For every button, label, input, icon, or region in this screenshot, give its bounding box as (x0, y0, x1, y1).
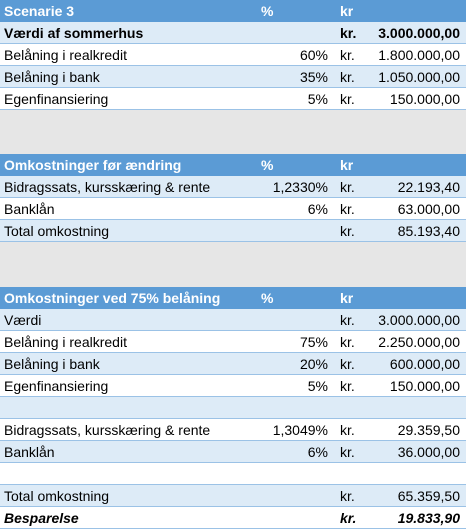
header-label: Scenarie 3 (4, 3, 75, 19)
row-label: Belåning i bank (4, 356, 100, 372)
row-kr: kr. (340, 47, 355, 63)
row-label: Total omkostning (4, 488, 110, 504)
row-kr: kr. (340, 378, 355, 394)
row-pct: 75% (299, 334, 328, 350)
table-header (0, 0, 466, 22)
row-kr: kr. (340, 312, 355, 328)
table-row (0, 44, 466, 66)
row-label: Total omkostning (4, 223, 110, 239)
row-pct: 35% (299, 69, 328, 85)
header-label: Omkostninger før ændring (4, 157, 182, 173)
row-amount: 150.000,00 (389, 378, 460, 394)
row-amount: 3.000.000,00 (378, 312, 460, 328)
row-label: Værdi af sommerhus (4, 25, 144, 41)
row-amount: 63.000,00 (397, 201, 460, 217)
row-amount: 2.250.000,00 (378, 334, 460, 350)
row-kr: kr. (340, 179, 355, 195)
table-row (0, 485, 466, 507)
row-amount: 22.193,40 (397, 179, 460, 195)
row-label: Værdi (4, 312, 42, 328)
table-row (0, 441, 466, 463)
row-pct: 6% (307, 444, 328, 460)
table-row (0, 353, 466, 375)
table-row (0, 198, 466, 220)
row-kr: kr. (340, 488, 355, 504)
header-label: Omkostninger ved 75% belåning (4, 290, 221, 306)
row-label: Banklån (4, 444, 55, 460)
row-kr: kr. (340, 334, 355, 350)
row-pct: 5% (307, 378, 328, 394)
table-row (0, 220, 466, 242)
row-kr: kr. (340, 444, 355, 460)
row-kr: kr. (340, 223, 355, 239)
row-pct: 60% (299, 47, 328, 63)
table-omkostninger-75 (0, 287, 466, 529)
total-savings-row (0, 507, 466, 529)
row-label: Belåning i realkredit (4, 47, 127, 63)
row-kr: kr. (340, 356, 355, 372)
row-label: Bidragssats, kursskæring & rente (4, 422, 211, 438)
row-label: Egenfinansiering (4, 378, 109, 394)
row-amount: 3.000.000,00 (378, 25, 460, 41)
row-amount: 1.050.000,00 (378, 69, 460, 85)
row-kr: kr. (340, 25, 357, 41)
row-pct: 5% (307, 91, 328, 107)
empty-row (0, 463, 466, 485)
row-label: Egenfinansiering (4, 91, 109, 107)
row-label: Belåning i realkredit (4, 334, 127, 350)
table-row (0, 176, 466, 198)
table-header (0, 154, 466, 176)
header-pct: % (261, 290, 274, 306)
row-kr: kr. (340, 201, 355, 217)
row-pct: 1,3049% (272, 422, 328, 438)
row-label: Bidragssats, kursskæring & rente (4, 179, 211, 195)
table-omkostninger-foer (0, 154, 466, 242)
table-row (0, 419, 466, 441)
row-pct: 1,2330% (272, 179, 328, 195)
header-kr: kr (340, 157, 354, 173)
row-label: Banklån (4, 201, 55, 217)
row-pct: 20% (299, 356, 328, 372)
table-row (0, 22, 466, 44)
table-header (0, 287, 466, 309)
row-kr: kr. (340, 91, 355, 107)
row-kr: kr. (340, 510, 357, 526)
table-row (0, 88, 466, 110)
table-row (0, 331, 466, 353)
row-amount: 36.000,00 (397, 444, 460, 460)
row-kr: kr. (340, 69, 355, 85)
row-amount: 85.193,40 (397, 223, 460, 239)
row-amount: 29.359,50 (397, 422, 460, 438)
savings-amount: 19.833,90 (397, 510, 460, 526)
header-kr: kr (340, 3, 354, 19)
header-kr: kr (340, 290, 354, 306)
row-label: Belåning i bank (4, 69, 100, 85)
header-pct: % (261, 3, 274, 19)
savings-label: Besparelse (4, 510, 79, 526)
row-amount: 600.000,00 (389, 356, 460, 372)
header-pct: % (261, 157, 274, 173)
row-amount: 65.359,50 (397, 488, 460, 504)
row-amount: 150.000,00 (389, 91, 460, 107)
table-scenarie (0, 0, 466, 110)
empty-row (0, 397, 466, 419)
table-row (0, 309, 466, 331)
table-row (0, 66, 466, 88)
table-row (0, 375, 466, 397)
row-pct: 6% (307, 201, 328, 217)
row-kr: kr. (340, 422, 355, 438)
row-amount: 1.800.000,00 (378, 47, 460, 63)
